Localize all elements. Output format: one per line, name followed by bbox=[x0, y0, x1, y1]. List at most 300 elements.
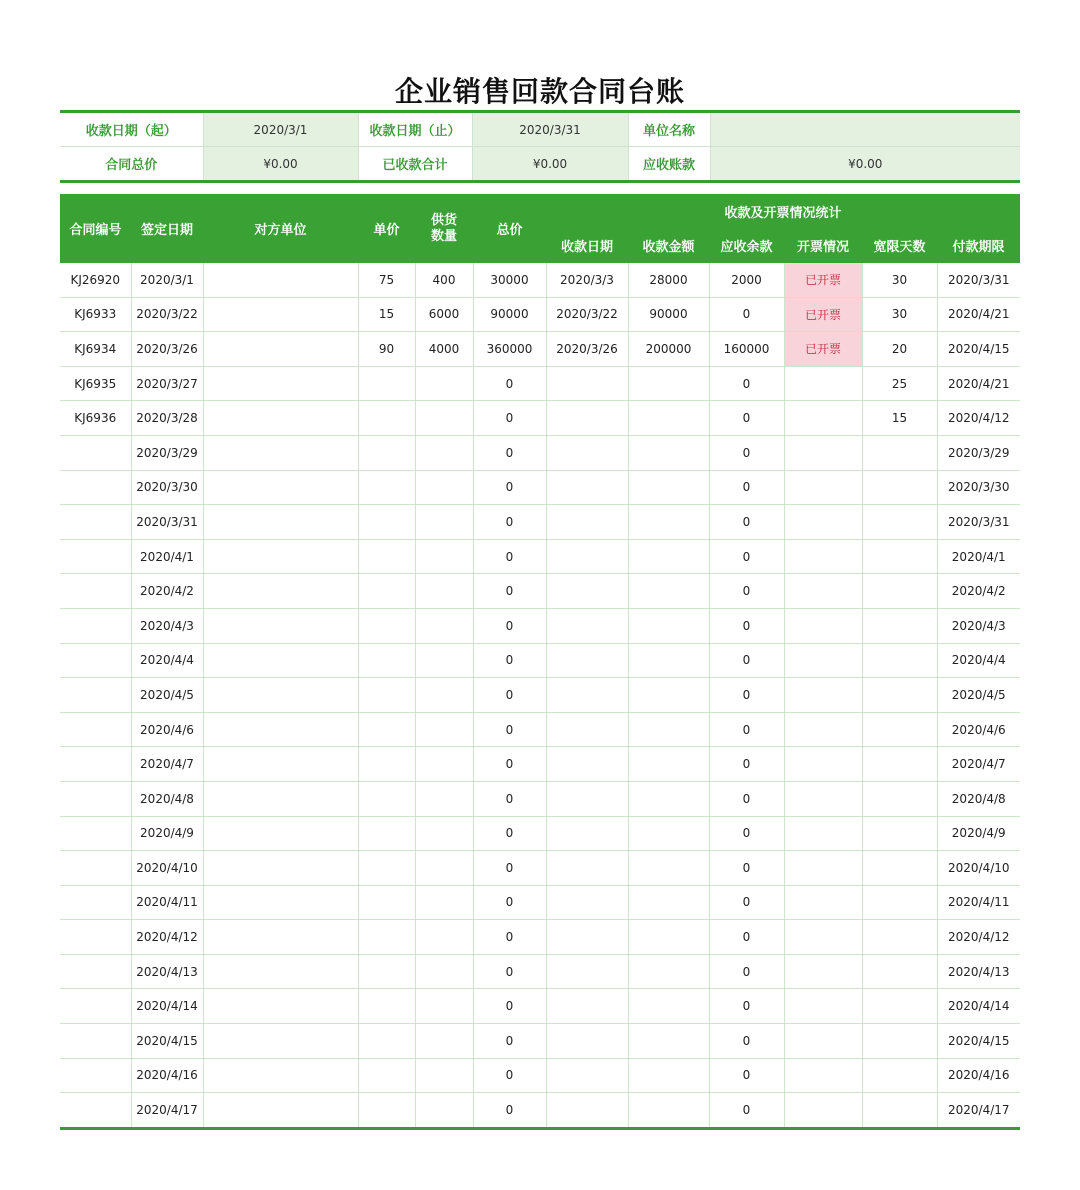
cell-sign-date[interactable]: 2020/4/11 bbox=[131, 885, 203, 920]
cell-payment-deadline[interactable]: 2020/4/2 bbox=[937, 574, 1020, 609]
cell-contract-no[interactable] bbox=[60, 505, 131, 540]
cell-contract-no[interactable] bbox=[60, 470, 131, 505]
cell-receipt-amount[interactable] bbox=[628, 954, 709, 989]
cell-sign-date[interactable]: 2020/4/2 bbox=[131, 574, 203, 609]
cell-total-price[interactable]: 0 bbox=[473, 678, 546, 713]
cell-supply-qty[interactable]: 400 bbox=[415, 263, 473, 297]
cell-payment-deadline[interactable]: 2020/4/21 bbox=[937, 366, 1020, 401]
cell-sign-date[interactable]: 2020/4/10 bbox=[131, 851, 203, 886]
cell-receivable-balance[interactable]: 0 bbox=[709, 366, 784, 401]
cell-receipt-amount[interactable] bbox=[628, 401, 709, 436]
cell-receipt-amount[interactable] bbox=[628, 539, 709, 574]
cell-sign-date[interactable]: 2020/4/14 bbox=[131, 989, 203, 1024]
cell-supply-qty[interactable] bbox=[415, 885, 473, 920]
cell-total-price[interactable]: 0 bbox=[473, 885, 546, 920]
cell-total-price[interactable]: 30000 bbox=[473, 263, 546, 297]
cell-receipt-amount[interactable] bbox=[628, 643, 709, 678]
cell-grace-days[interactable] bbox=[862, 781, 937, 816]
cell-invoice-status[interactable] bbox=[784, 1093, 862, 1129]
cell-invoice-status[interactable] bbox=[784, 574, 862, 609]
cell-payment-deadline[interactable]: 2020/4/12 bbox=[937, 401, 1020, 436]
cell-supply-qty[interactable] bbox=[415, 539, 473, 574]
cell-total-price[interactable]: 0 bbox=[473, 470, 546, 505]
cell-counterparty[interactable] bbox=[203, 332, 358, 367]
cell-supply-qty[interactable] bbox=[415, 954, 473, 989]
cell-contract-no[interactable] bbox=[60, 989, 131, 1024]
cell-total-price[interactable]: 0 bbox=[473, 1058, 546, 1093]
cell-grace-days[interactable] bbox=[862, 1058, 937, 1093]
cell-receipt-amount[interactable] bbox=[628, 470, 709, 505]
cell-receipt-amount[interactable] bbox=[628, 1058, 709, 1093]
cell-counterparty[interactable] bbox=[203, 954, 358, 989]
cell-contract-no[interactable] bbox=[60, 1024, 131, 1059]
cell-grace-days[interactable] bbox=[862, 505, 937, 540]
cell-contract-no[interactable] bbox=[60, 954, 131, 989]
cell-counterparty[interactable] bbox=[203, 712, 358, 747]
cell-payment-deadline[interactable]: 2020/4/16 bbox=[937, 1058, 1020, 1093]
cell-counterparty[interactable] bbox=[203, 989, 358, 1024]
cell-payment-deadline[interactable]: 2020/3/30 bbox=[937, 470, 1020, 505]
cell-receipt-amount[interactable] bbox=[628, 989, 709, 1024]
cell-unit-price[interactable] bbox=[358, 608, 415, 643]
cell-supply-qty[interactable] bbox=[415, 366, 473, 401]
cell-counterparty[interactable] bbox=[203, 401, 358, 436]
cell-supply-qty[interactable] bbox=[415, 401, 473, 436]
cell-receivable-balance[interactable]: 0 bbox=[709, 1024, 784, 1059]
cell-contract-no[interactable] bbox=[60, 851, 131, 886]
cell-contract-no[interactable] bbox=[60, 574, 131, 609]
cell-supply-qty[interactable] bbox=[415, 989, 473, 1024]
cell-unit-price[interactable] bbox=[358, 747, 415, 782]
cell-contract-no[interactable] bbox=[60, 435, 131, 470]
cell-counterparty[interactable] bbox=[203, 747, 358, 782]
cell-unit-price[interactable]: 15 bbox=[358, 297, 415, 332]
cell-unit-price[interactable]: 75 bbox=[358, 263, 415, 297]
cell-supply-qty[interactable] bbox=[415, 608, 473, 643]
cell-supply-qty[interactable]: 4000 bbox=[415, 332, 473, 367]
cell-payment-deadline[interactable]: 2020/3/31 bbox=[937, 263, 1020, 297]
cell-unit-price[interactable] bbox=[358, 781, 415, 816]
cell-invoice-status[interactable] bbox=[784, 643, 862, 678]
cell-sign-date[interactable]: 2020/4/4 bbox=[131, 643, 203, 678]
cell-sign-date[interactable]: 2020/4/5 bbox=[131, 678, 203, 713]
cell-receipt-amount[interactable] bbox=[628, 366, 709, 401]
cell-unit-price[interactable] bbox=[358, 920, 415, 955]
cell-unit-price[interactable] bbox=[358, 539, 415, 574]
cell-invoice-status[interactable] bbox=[784, 712, 862, 747]
cell-receipt-amount[interactable] bbox=[628, 816, 709, 851]
cell-total-price[interactable]: 0 bbox=[473, 401, 546, 436]
cell-unit-price[interactable] bbox=[358, 954, 415, 989]
cell-sign-date[interactable]: 2020/3/1 bbox=[131, 263, 203, 297]
cell-total-price[interactable]: 0 bbox=[473, 435, 546, 470]
cell-total-price[interactable]: 0 bbox=[473, 712, 546, 747]
cell-counterparty[interactable] bbox=[203, 885, 358, 920]
cell-invoice-status[interactable] bbox=[784, 608, 862, 643]
cell-payment-deadline[interactable]: 2020/4/15 bbox=[937, 1024, 1020, 1059]
cell-receivable-balance[interactable]: 0 bbox=[709, 505, 784, 540]
cell-receivable-balance[interactable]: 0 bbox=[709, 781, 784, 816]
cell-contract-no[interactable]: KJ6934 bbox=[60, 332, 131, 367]
cell-grace-days[interactable]: 20 bbox=[862, 332, 937, 367]
cell-invoice-status[interactable] bbox=[784, 816, 862, 851]
cell-receipt-date[interactable] bbox=[546, 470, 628, 505]
cell-receipt-date[interactable]: 2020/3/26 bbox=[546, 332, 628, 367]
cell-grace-days[interactable]: 30 bbox=[862, 263, 937, 297]
company-name-field[interactable] bbox=[710, 112, 1020, 147]
cell-receipt-date[interactable] bbox=[546, 712, 628, 747]
cell-receivable-balance[interactable]: 0 bbox=[709, 297, 784, 332]
cell-payment-deadline[interactable]: 2020/3/29 bbox=[937, 435, 1020, 470]
cell-receipt-date[interactable] bbox=[546, 1058, 628, 1093]
cell-sign-date[interactable]: 2020/3/28 bbox=[131, 401, 203, 436]
cell-receivable-balance[interactable]: 0 bbox=[709, 608, 784, 643]
cell-receipt-amount[interactable]: 28000 bbox=[628, 263, 709, 297]
cell-counterparty[interactable] bbox=[203, 435, 358, 470]
cell-contract-no[interactable]: KJ6936 bbox=[60, 401, 131, 436]
cell-grace-days[interactable] bbox=[862, 678, 937, 713]
cell-receipt-date[interactable] bbox=[546, 920, 628, 955]
cell-receipt-date[interactable] bbox=[546, 885, 628, 920]
cell-invoice-status[interactable] bbox=[784, 678, 862, 713]
cell-receipt-amount[interactable] bbox=[628, 678, 709, 713]
cell-supply-qty[interactable] bbox=[415, 781, 473, 816]
cell-sign-date[interactable]: 2020/3/31 bbox=[131, 505, 203, 540]
cell-grace-days[interactable] bbox=[862, 643, 937, 678]
cell-unit-price[interactable] bbox=[358, 1024, 415, 1059]
cell-receivable-balance[interactable]: 0 bbox=[709, 643, 784, 678]
cell-counterparty[interactable] bbox=[203, 539, 358, 574]
cell-counterparty[interactable] bbox=[203, 505, 358, 540]
cell-receivable-balance[interactable]: 0 bbox=[709, 920, 784, 955]
cell-sign-date[interactable]: 2020/4/3 bbox=[131, 608, 203, 643]
cell-receivable-balance[interactable]: 0 bbox=[709, 435, 784, 470]
cell-receipt-date[interactable] bbox=[546, 435, 628, 470]
cell-sign-date[interactable]: 2020/3/26 bbox=[131, 332, 203, 367]
cell-total-price[interactable]: 0 bbox=[473, 954, 546, 989]
cell-counterparty[interactable] bbox=[203, 608, 358, 643]
cell-payment-deadline[interactable]: 2020/4/9 bbox=[937, 816, 1020, 851]
cell-total-price[interactable]: 0 bbox=[473, 747, 546, 782]
cell-invoice-status[interactable] bbox=[784, 505, 862, 540]
cell-receipt-amount[interactable]: 200000 bbox=[628, 332, 709, 367]
cell-supply-qty[interactable] bbox=[415, 920, 473, 955]
cell-contract-no[interactable]: KJ6935 bbox=[60, 366, 131, 401]
cell-receivable-balance[interactable]: 0 bbox=[709, 851, 784, 886]
cell-payment-deadline[interactable]: 2020/4/17 bbox=[947, 1103, 1010, 1118]
cell-supply-qty[interactable]: 6000 bbox=[415, 297, 473, 332]
cell-receipt-amount[interactable] bbox=[628, 747, 709, 782]
cell-supply-qty[interactable] bbox=[415, 1093, 473, 1129]
cell-sign-date[interactable]: 2020/4/16 bbox=[131, 1058, 203, 1093]
cell-counterparty[interactable] bbox=[203, 366, 358, 401]
cell-grace-days[interactable] bbox=[862, 470, 937, 505]
cell-contract-no[interactable] bbox=[60, 539, 131, 574]
cell-invoice-status[interactable] bbox=[784, 885, 862, 920]
cell-payment-deadline[interactable]: 2020/4/14 bbox=[937, 989, 1020, 1024]
cell-grace-days[interactable] bbox=[862, 608, 937, 643]
cell-counterparty[interactable] bbox=[203, 816, 358, 851]
cell-counterparty[interactable] bbox=[203, 574, 358, 609]
cell-receipt-amount[interactable]: 90000 bbox=[628, 297, 709, 332]
cell-receivable-balance[interactable]: 0 bbox=[709, 885, 784, 920]
end-date-field[interactable]: 2020/3/31 bbox=[472, 112, 628, 147]
cell-payment-deadline[interactable]: 2020/4/12 bbox=[937, 920, 1020, 955]
cell-contract-no[interactable] bbox=[60, 643, 131, 678]
cell-contract-no[interactable] bbox=[60, 1058, 131, 1093]
cell-receipt-date[interactable] bbox=[546, 539, 628, 574]
cell-invoice-status[interactable]: 已开票 bbox=[784, 332, 862, 367]
cell-counterparty[interactable] bbox=[203, 643, 358, 678]
cell-payment-deadline[interactable]: 2020/4/13 bbox=[937, 954, 1020, 989]
cell-supply-qty[interactable] bbox=[415, 574, 473, 609]
cell-invoice-status[interactable] bbox=[784, 851, 862, 886]
cell-contract-no[interactable] bbox=[60, 781, 131, 816]
cell-receivable-balance[interactable]: 0 bbox=[709, 1058, 784, 1093]
cell-supply-qty[interactable] bbox=[415, 1024, 473, 1059]
cell-grace-days[interactable] bbox=[862, 920, 937, 955]
cell-receipt-date[interactable] bbox=[546, 643, 628, 678]
cell-sign-date[interactable]: 2020/3/29 bbox=[131, 435, 203, 470]
cell-unit-price[interactable] bbox=[358, 712, 415, 747]
cell-payment-deadline[interactable]: 2020/4/4 bbox=[937, 643, 1020, 678]
cell-payment-deadline[interactable]: 2020/4/5 bbox=[937, 678, 1020, 713]
cell-unit-price[interactable] bbox=[358, 678, 415, 713]
cell-grace-days[interactable]: 15 bbox=[862, 401, 937, 436]
cell-sign-date[interactable]: 2020/3/27 bbox=[131, 366, 203, 401]
cell-counterparty[interactable] bbox=[203, 781, 358, 816]
cell-receivable-balance[interactable]: 0 bbox=[709, 712, 784, 747]
cell-unit-price[interactable] bbox=[358, 816, 415, 851]
cell-contract-no[interactable] bbox=[60, 712, 131, 747]
cell-counterparty[interactable] bbox=[203, 1093, 358, 1129]
cell-grace-days[interactable]: 30 bbox=[862, 297, 937, 332]
cell-invoice-status[interactable] bbox=[784, 401, 862, 436]
cell-supply-qty[interactable] bbox=[415, 505, 473, 540]
cell-receipt-date[interactable] bbox=[546, 954, 628, 989]
cell-unit-price[interactable] bbox=[358, 851, 415, 886]
cell-receivable-balance[interactable]: 0 bbox=[709, 574, 784, 609]
cell-receipt-date[interactable] bbox=[546, 505, 628, 540]
cell-receipt-amount[interactable] bbox=[628, 781, 709, 816]
cell-receivable-balance[interactable]: 160000 bbox=[709, 332, 784, 367]
cell-total-price[interactable]: 0 bbox=[473, 366, 546, 401]
cell-sign-date[interactable]: 2020/3/22 bbox=[131, 297, 203, 332]
cell-total-price[interactable]: 0 bbox=[473, 643, 546, 678]
cell-receipt-date[interactable] bbox=[546, 747, 628, 782]
cell-counterparty[interactable] bbox=[203, 297, 358, 332]
cell-payment-deadline[interactable]: 2020/4/3 bbox=[937, 608, 1020, 643]
cell-receipt-amount[interactable] bbox=[628, 608, 709, 643]
cell-supply-qty[interactable] bbox=[415, 1058, 473, 1093]
cell-receipt-date[interactable] bbox=[546, 989, 628, 1024]
cell-grace-days[interactable] bbox=[862, 989, 937, 1024]
cell-supply-qty[interactable] bbox=[415, 816, 473, 851]
cell-total-price[interactable]: 0 bbox=[473, 851, 546, 886]
cell-payment-deadline[interactable]: 2020/4/15 bbox=[937, 332, 1020, 367]
cell-grace-days[interactable] bbox=[862, 1024, 937, 1059]
cell-payment-deadline[interactable]: 2020/4/8 bbox=[937, 781, 1020, 816]
cell-receipt-date[interactable] bbox=[546, 1093, 628, 1129]
cell-unit-price[interactable] bbox=[358, 435, 415, 470]
cell-sign-date[interactable]: 2020/4/1 bbox=[131, 539, 203, 574]
cell-invoice-status[interactable] bbox=[784, 1058, 862, 1093]
cell-receivable-balance[interactable]: 0 bbox=[709, 678, 784, 713]
cell-supply-qty[interactable] bbox=[415, 643, 473, 678]
cell-invoice-status[interactable] bbox=[784, 435, 862, 470]
cell-invoice-status[interactable] bbox=[784, 920, 862, 955]
cell-sign-date[interactable]: 2020/4/6 bbox=[131, 712, 203, 747]
cell-sign-date[interactable]: 2020/4/8 bbox=[131, 781, 203, 816]
cell-payment-deadline[interactable]: 2020/4/10 bbox=[937, 851, 1020, 886]
cell-receivable-balance[interactable]: 0 bbox=[709, 539, 784, 574]
cell-invoice-status[interactable] bbox=[784, 539, 862, 574]
cell-payment-deadline[interactable]: 2020/4/21 bbox=[937, 297, 1020, 332]
cell-invoice-status[interactable] bbox=[784, 781, 862, 816]
cell-sign-date[interactable]: 2020/4/15 bbox=[131, 1024, 203, 1059]
cell-receivable-balance[interactable]: 0 bbox=[709, 1093, 784, 1129]
cell-total-price[interactable]: 0 bbox=[473, 781, 546, 816]
cell-unit-price[interactable] bbox=[358, 643, 415, 678]
cell-payment-deadline[interactable]: 2020/4/1 bbox=[937, 539, 1020, 574]
cell-contract-no[interactable] bbox=[60, 608, 131, 643]
cell-receipt-amount[interactable] bbox=[628, 851, 709, 886]
cell-unit-price[interactable] bbox=[358, 505, 415, 540]
cell-unit-price[interactable] bbox=[358, 401, 415, 436]
cell-supply-qty[interactable] bbox=[415, 435, 473, 470]
cell-payment-deadline[interactable]: 2020/4/11 bbox=[937, 885, 1020, 920]
cell-sign-date[interactable]: 2020/4/17 bbox=[131, 1093, 203, 1129]
cell-total-price[interactable]: 0 bbox=[473, 816, 546, 851]
cell-unit-price[interactable] bbox=[358, 470, 415, 505]
cell-invoice-status[interactable] bbox=[784, 1024, 862, 1059]
cell-payment-deadline[interactable]: 2020/3/31 bbox=[937, 505, 1020, 540]
cell-total-price[interactable]: 0 bbox=[473, 1024, 546, 1059]
cell-receivable-balance[interactable]: 0 bbox=[709, 954, 784, 989]
cell-receipt-amount[interactable] bbox=[628, 885, 709, 920]
cell-invoice-status[interactable] bbox=[784, 989, 862, 1024]
cell-receipt-date[interactable] bbox=[546, 1024, 628, 1059]
cell-contract-no[interactable] bbox=[60, 816, 131, 851]
cell-unit-price[interactable] bbox=[358, 574, 415, 609]
cell-invoice-status[interactable] bbox=[784, 954, 862, 989]
cell-receivable-balance[interactable]: 0 bbox=[709, 401, 784, 436]
cell-total-price[interactable]: 0 bbox=[473, 574, 546, 609]
cell-contract-no[interactable] bbox=[60, 920, 131, 955]
cell-receipt-date[interactable] bbox=[546, 816, 628, 851]
cell-receivable-balance[interactable]: 2000 bbox=[709, 263, 784, 297]
cell-sign-date[interactable]: 2020/4/7 bbox=[131, 747, 203, 782]
cell-invoice-status[interactable] bbox=[784, 747, 862, 782]
cell-receipt-amount[interactable] bbox=[628, 920, 709, 955]
cell-total-price[interactable]: 90000 bbox=[473, 297, 546, 332]
cell-receipt-amount[interactable] bbox=[628, 435, 709, 470]
cell-grace-days[interactable] bbox=[862, 1093, 937, 1129]
cell-receipt-date[interactable] bbox=[546, 574, 628, 609]
cell-unit-price[interactable] bbox=[358, 989, 415, 1024]
cell-receivable-balance[interactable]: 0 bbox=[709, 989, 784, 1024]
cell-contract-no[interactable]: KJ6933 bbox=[60, 297, 131, 332]
cell-receipt-date[interactable] bbox=[546, 678, 628, 713]
cell-contract-no[interactable] bbox=[60, 885, 131, 920]
cell-receipt-date[interactable] bbox=[546, 608, 628, 643]
cell-unit-price[interactable]: 90 bbox=[358, 332, 415, 367]
cell-total-price[interactable]: 0 bbox=[473, 920, 546, 955]
cell-counterparty[interactable] bbox=[203, 263, 358, 297]
cell-grace-days[interactable] bbox=[862, 574, 937, 609]
cell-receipt-date[interactable] bbox=[546, 851, 628, 886]
cell-grace-days[interactable] bbox=[862, 885, 937, 920]
cell-grace-days[interactable] bbox=[862, 851, 937, 886]
cell-supply-qty[interactable] bbox=[415, 712, 473, 747]
cell-total-price[interactable]: 0 bbox=[473, 505, 546, 540]
cell-sign-date[interactable]: 2020/4/13 bbox=[131, 954, 203, 989]
cell-unit-price[interactable] bbox=[358, 1093, 415, 1129]
cell-counterparty[interactable] bbox=[203, 678, 358, 713]
cell-invoice-status[interactable] bbox=[784, 366, 862, 401]
cell-receipt-date[interactable]: 2020/3/3 bbox=[546, 263, 628, 297]
cell-supply-qty[interactable] bbox=[415, 678, 473, 713]
cell-receipt-amount[interactable] bbox=[628, 574, 709, 609]
cell-invoice-status[interactable] bbox=[784, 470, 862, 505]
cell-supply-qty[interactable] bbox=[415, 851, 473, 886]
cell-grace-days[interactable]: 25 bbox=[862, 366, 937, 401]
cell-unit-price[interactable] bbox=[358, 885, 415, 920]
cell-counterparty[interactable] bbox=[203, 470, 358, 505]
cell-sign-date[interactable]: 2020/4/9 bbox=[131, 816, 203, 851]
cell-grace-days[interactable] bbox=[862, 954, 937, 989]
cell-contract-no[interactable]: KJ26920 bbox=[60, 263, 131, 297]
cell-receivable-balance[interactable]: 0 bbox=[709, 470, 784, 505]
cell-receipt-amount[interactable] bbox=[628, 712, 709, 747]
cell-receipt-date[interactable] bbox=[546, 366, 628, 401]
cell-total-price[interactable]: 0 bbox=[473, 539, 546, 574]
cell-counterparty[interactable] bbox=[203, 920, 358, 955]
cell-supply-qty[interactable] bbox=[415, 470, 473, 505]
cell-total-price[interactable]: 0 bbox=[473, 989, 546, 1024]
start-date-field[interactable]: 2020/3/1 bbox=[203, 112, 358, 147]
cell-contract-no[interactable] bbox=[60, 1093, 131, 1129]
cell-grace-days[interactable] bbox=[862, 712, 937, 747]
cell-invoice-status[interactable]: 已开票 bbox=[784, 263, 862, 297]
cell-invoice-status[interactable]: 已开票 bbox=[784, 297, 862, 332]
cell-receipt-amount[interactable] bbox=[628, 1024, 709, 1059]
cell-sign-date[interactable]: 2020/4/12 bbox=[131, 920, 203, 955]
cell-receipt-date[interactable] bbox=[546, 401, 628, 436]
cell-supply-qty[interactable] bbox=[415, 747, 473, 782]
cell-receipt-amount[interactable] bbox=[628, 505, 709, 540]
cell-payment-deadline[interactable]: 2020/4/7 bbox=[937, 747, 1020, 782]
cell-contract-no[interactable] bbox=[60, 678, 131, 713]
cell-total-price[interactable]: 360000 bbox=[473, 332, 546, 367]
cell-grace-days[interactable] bbox=[862, 816, 937, 851]
cell-unit-price[interactable] bbox=[358, 366, 415, 401]
cell-counterparty[interactable] bbox=[203, 851, 358, 886]
cell-grace-days[interactable] bbox=[862, 539, 937, 574]
cell-sign-date[interactable]: 2020/3/30 bbox=[131, 470, 203, 505]
cell-receivable-balance[interactable]: 0 bbox=[709, 747, 784, 782]
cell-unit-price[interactable] bbox=[358, 1058, 415, 1093]
cell-counterparty[interactable] bbox=[203, 1058, 358, 1093]
cell-counterparty[interactable] bbox=[203, 1024, 358, 1059]
cell-receipt-amount[interactable] bbox=[628, 1093, 709, 1129]
cell-total-price[interactable]: 0 bbox=[473, 1093, 546, 1129]
cell-grace-days[interactable] bbox=[862, 747, 937, 782]
cell-contract-no[interactable] bbox=[60, 747, 131, 782]
cell-total-price[interactable]: 0 bbox=[473, 608, 546, 643]
cell-receivable-balance[interactable]: 0 bbox=[709, 816, 784, 851]
cell-grace-days[interactable] bbox=[862, 435, 937, 470]
